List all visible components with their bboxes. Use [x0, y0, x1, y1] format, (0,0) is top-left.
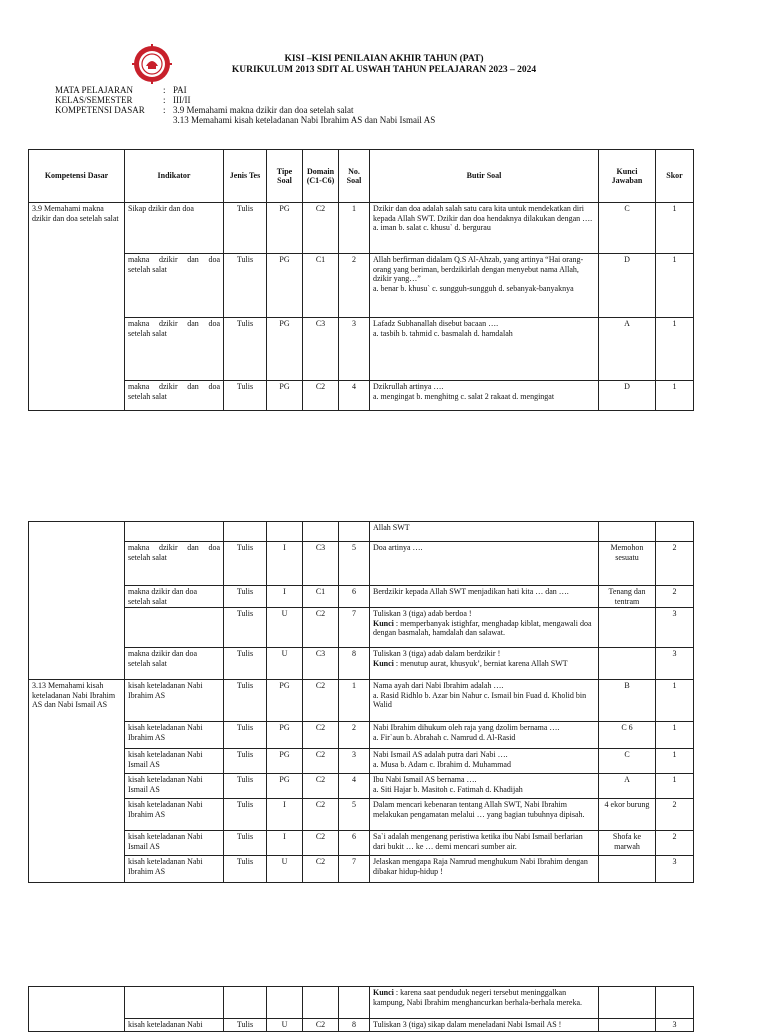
soal-cell: Dzikir dan doa adalah salah satu cara kita untuk mendekatkan diri kepada Allah SWT. Dzikir dan doa hendaknya dilakukan dengan …. a. iman b. salat c. khusu` d. bergurau [370, 203, 599, 254]
header-skor: Skor [656, 150, 694, 203]
table-row: kisah keteladanan Nabi Tulis U C2 8 Tuliskan 3 (tiga) sikap dalam meneladani Nabi Ismail AS ! 3 [29, 1019, 694, 1032]
table-row: 3.13 Memahami kisah keteladanan Nabi Ibrahim AS dan Nabi Ismail AS kisah keteladanan Nabi Ibrahim AS Tulis PG C2 1 Nama ayah dari Nabi Ibrahim adalah …. a. Rasid Ridhlo b. Azar bin Nahur c. Ismail bin Fuad d. Kholid bin Walid B 1 [29, 680, 694, 722]
mapel-label: MATA PELAJARAN [55, 85, 134, 95]
kd-cell: 3.9 Memahami makna dzikir dan doa setelah salat [29, 203, 125, 411]
header-domain: Domain (C1-C6) [303, 150, 339, 203]
table-row: Tulis U C2 7 Tuliskan 3 (tiga) adab berdoa ! Kunci : memperbanyak istighfar, menghadap kiblat, mengawali doa dengan basmalah, hamdalah dan salawat. 3 [29, 608, 694, 648]
table-row: 3.9 Memahami makna dzikir dan doa setelah salat Sikap dzikir dan doa Tulis PG C2 1 Dzikir dan doa adalah salah satu cara kita untuk mendekatkan diri kepada Allah SWT. Dzikir dan doa hendaknya dilakukan dengan …. a. iman b. salat c. khusu` d. bergurau C 1 [29, 203, 694, 254]
kisi-table-2 [28, 521, 694, 883]
mapel-value: PAI [173, 85, 187, 95]
header-no: No. Soal [339, 150, 370, 203]
table-row: makna dzikir dan doa setelah salat Tulis I C3 5 Doa artinya …. Memohon sesuatu 2 [29, 542, 694, 586]
table-row: Kunci : karena saat penduduk negeri tersebut meninggalkan kampung, Nabi Ibrahim menghancurkan berhala-berhala mereka. [29, 987, 694, 1019]
document-subtitle: KURIKULUM 2013 SDIT AL USWAH TAHUN PELAJARAN 2023 – 2024 [231, 65, 537, 75]
kunci-cell: C [599, 203, 656, 254]
skor-cell: 1 [656, 203, 694, 254]
kd-value-1: 3.9 Memahami makna dzikir dan doa setelah salat [173, 105, 354, 115]
kisi-table-1 [28, 149, 694, 411]
header-butir: Butir Soal [370, 150, 599, 203]
table-row: makna dzikir dan doa setelah salat Tulis PG C2 4 Dzikrullah artinya …. a. mengingat b. menghitng c. salat 2 rakaat d. mengingat D 1 [29, 381, 694, 411]
table-row: kisah keteladanan Nabi Ismail AS Tulis PG C2 3 Nabi Ismail AS adalah putra dari Nabi …. a. Musa b. Adam c. Ibrahim d. Muhammad C 1 [29, 749, 694, 774]
kisi-table-3 [28, 986, 694, 1032]
table-row: kisah keteladanan Nabi Ibrahim AS Tulis I C2 5 Dalam mencari kebenaran tentang Allah SWT, Nabi Ibrahim melakukan pengamatan melalui … yang bagian tubuhnya dipisah. 4 ekor burung 2 [29, 799, 694, 831]
table-row: kisah keteladanan Nabi Ismail AS Tulis PG C2 4 Ibu Nabi Ismail AS bernama …. a. Siti Hajar b. Masitoh c. Fatimah d. Khadijah A 1 [29, 774, 694, 799]
kd-label: KOMPETENSI DASAR [55, 105, 145, 115]
kd-value-2: 3.13 Memahami kisah keteladanan Nabi Ibrahim AS dan Nabi Ismail AS [173, 115, 436, 125]
table-row: makna dzikir dan doa setelah salat Tulis PG C1 2 Allah berfirman didalam Q.S Al-Ahzab, yang artinya “Hai orang-orang yang beriman, berdzikirlah dengan menyebut nama Allah, dzikir yang…” a. benar b. khusu` c. sungguh-sungguh d. sebanyak-banyaknya D 1 [29, 254, 694, 318]
header-kompetensi: Kompetensi Dasar [29, 150, 125, 203]
kd-cell-2: 3.13 Memahami kisah keteladanan Nabi Ibrahim AS dan Nabi Ismail AS [29, 680, 125, 883]
table-header-row [29, 150, 694, 203]
table-row: kisah keteladanan Nabi Ismail AS Tulis I C2 6 Sa`i adalah mengenang peristiwa ketika ibu Nabi Ismail berlarian dari bukit … ke … demi mencari sumber air. Shofa ke marwah 2 [29, 831, 694, 856]
header-tipe: Tipe Soal [267, 150, 303, 203]
header-jenis: Jenis Tes [224, 150, 267, 203]
table-row [29, 522, 694, 542]
kelas-label: KELAS/SEMESTER [55, 95, 133, 105]
document-title: KISI –KISI PENILAIAN AKHIR TAHUN (PAT) [284, 54, 484, 64]
header-indikator: Indikator [125, 150, 224, 203]
document-meta: MATA PELAJARAN : PAI KELAS/SEMESTER : III/II KOMPETENSI DASAR : 3.9 Memahami makna dzikir dan doa setelah salat 3.13 Memahami kisah keteladanan Nabi Ibrahim AS dan Nabi Ismail AS [55, 85, 436, 125]
indikator-cell: Sikap dzikir dan doa [125, 203, 224, 254]
table-row: makna dzikir dan doa setelah salat Tulis U C3 8 Tuliskan 3 (tiga) adab dalam berdzikir ! Kunci : menutup aurat, khusyuk’, berniat karena Allah SWT 3 [29, 648, 694, 680]
header-kunci: Kunci Jawaban [599, 150, 656, 203]
table-row: makna dzikir dan doa setelah salat Tulis I C1 6 Berdzikir kepada Allah SWT menjadikan hati kita … dan …. Tenang dan tentram 2 [29, 586, 694, 608]
soal-continuation: Allah SWT [370, 522, 599, 542]
kelas-value: III/II [173, 95, 191, 105]
table-row: kisah keteladanan Nabi Ibrahim AS Tulis PG C2 2 Nabi Ibrahim dihukum oleh raja yang dzolim bernama …. a. Fir`aun b. Abrahah c. Namrud d. Al-Rasid C 6 1 [29, 722, 694, 749]
table-row: makna dzikir dan doa setelah salat Tulis PG C3 3 Lafadz Subhanallah disebut bacaan …. a. tasbih b. tahmid c. basmalah d. hamdalah A 1 [29, 318, 694, 381]
table-row: kisah keteladanan Nabi Ibrahim AS Tulis U C2 7 Jelaskan mengapa Raja Namrud menghukum Nabi Ibrahim dengan dibakar hidup-hidup ! 3 [29, 856, 694, 883]
